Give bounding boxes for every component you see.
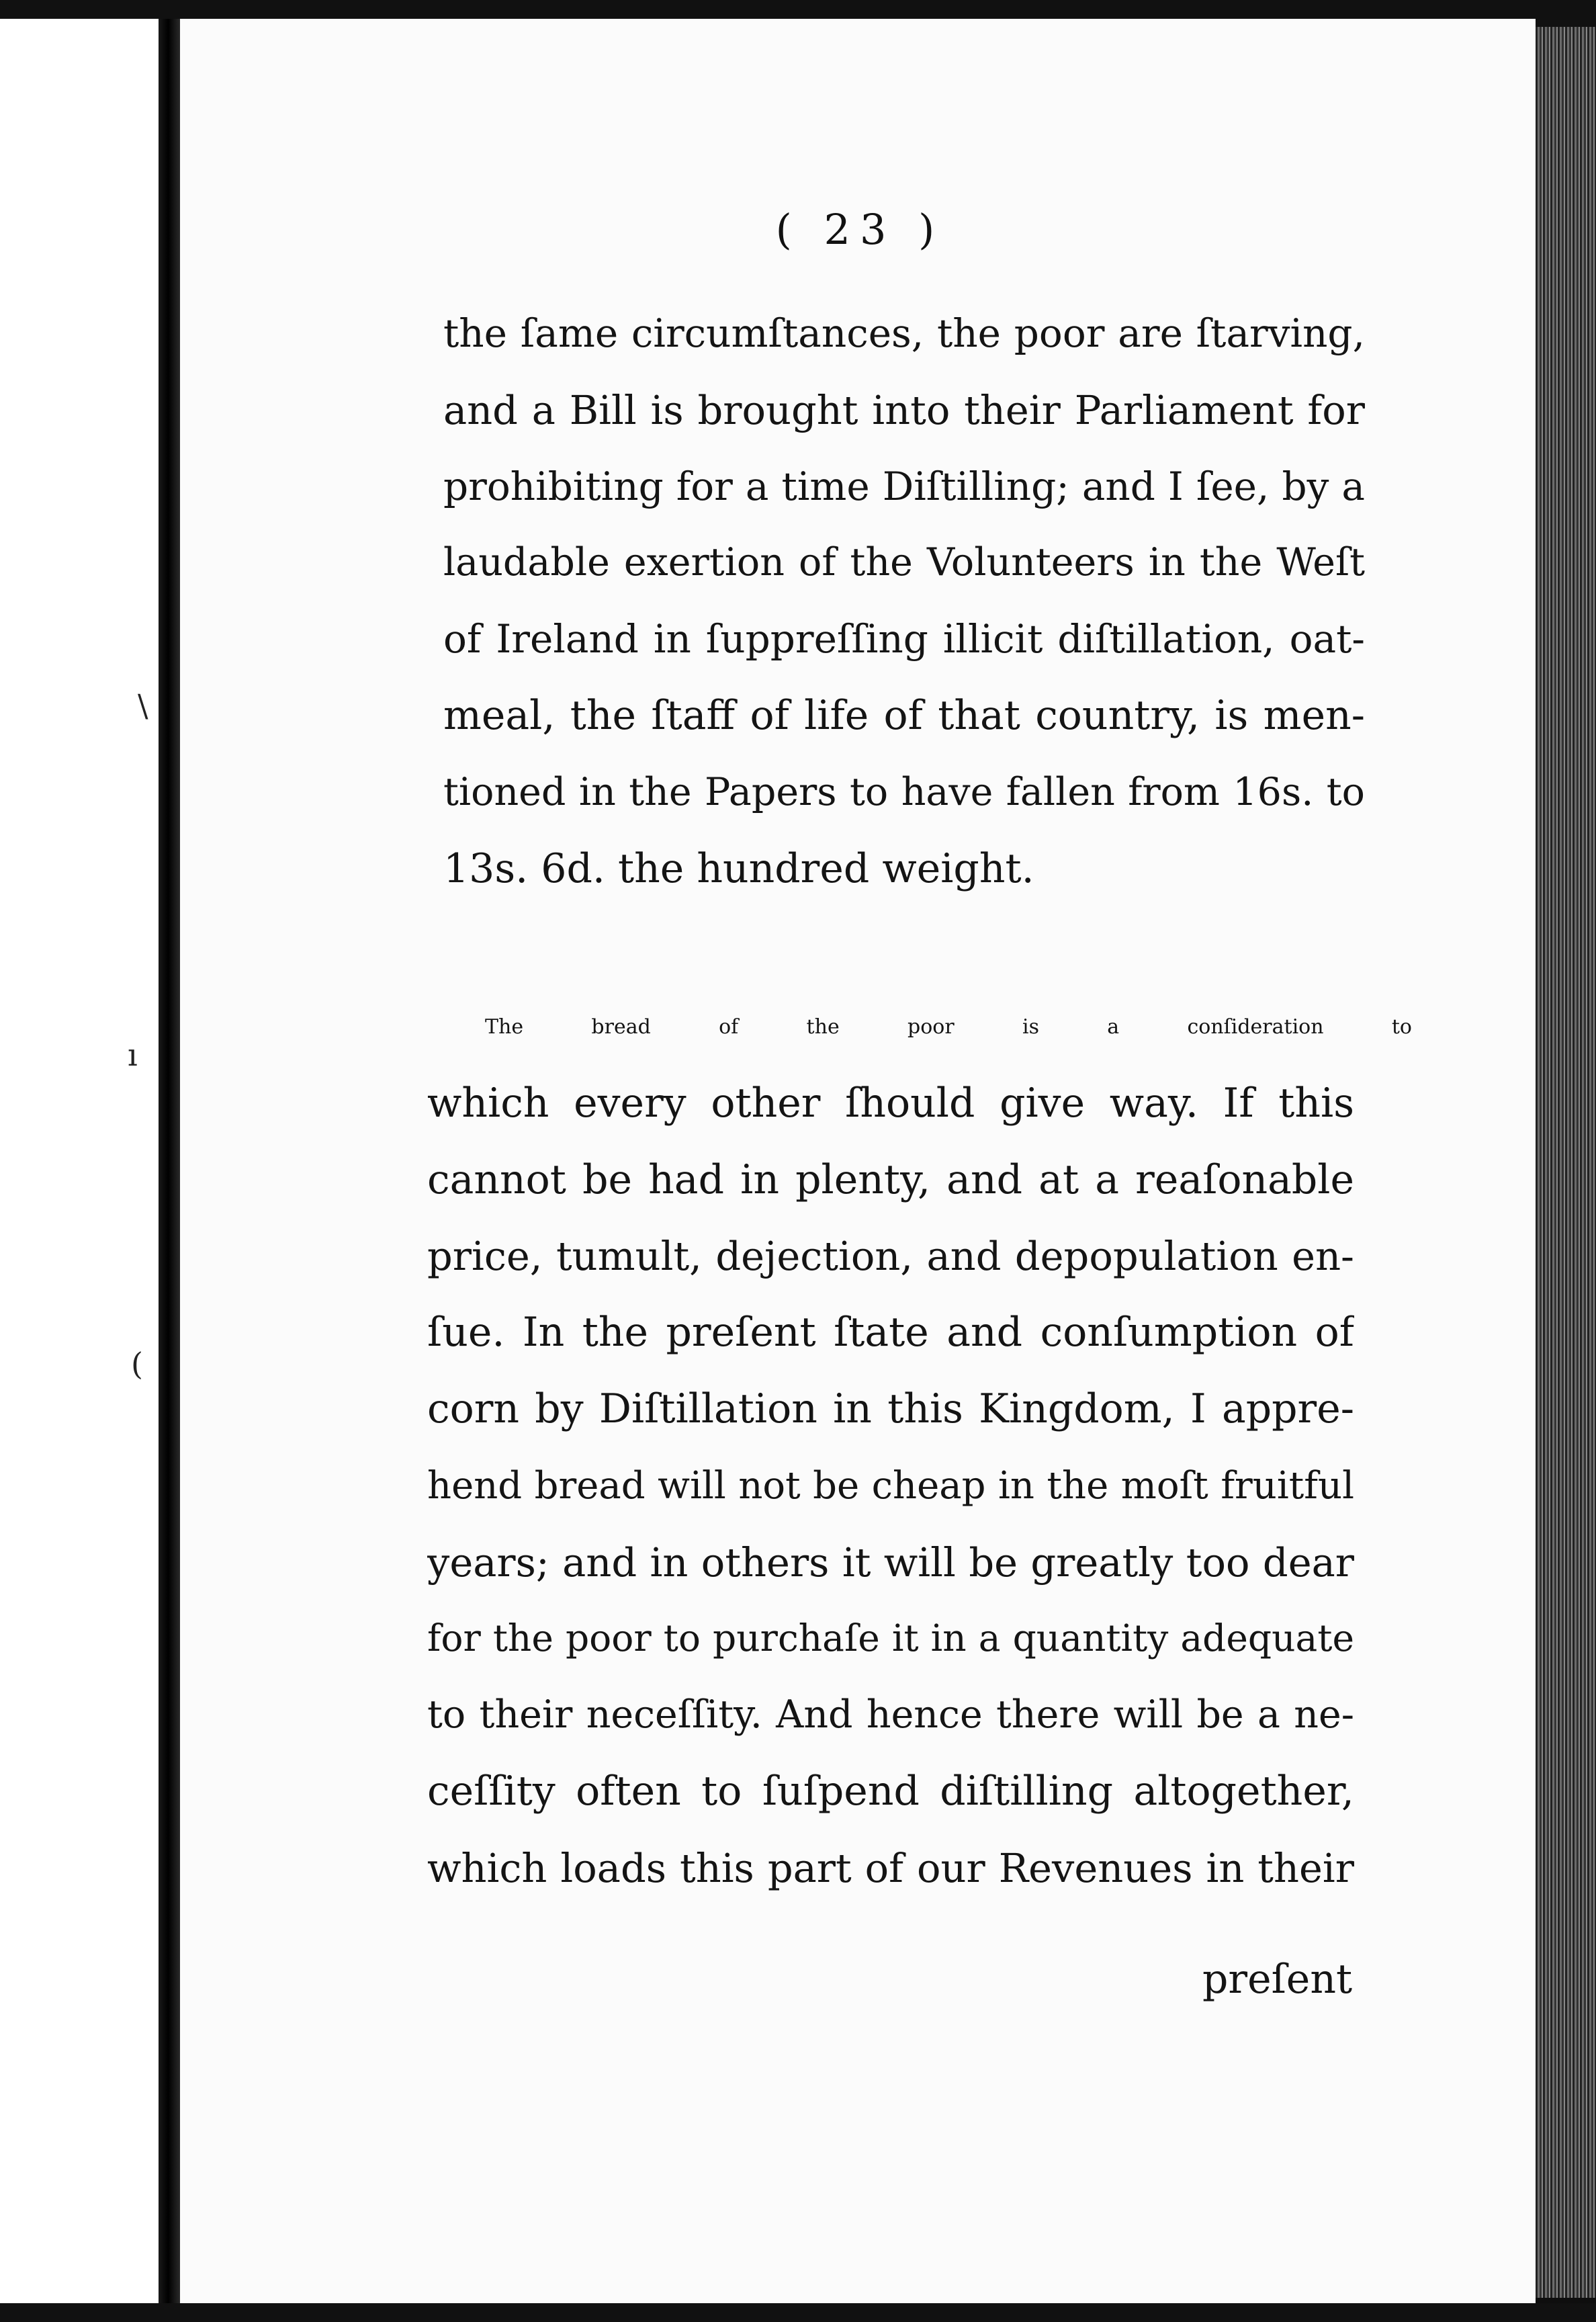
text-line: cannot be had in plenty, and at a reaſonable xyxy=(427,1156,1354,1203)
text-line: to their neceſſity. And hence there will be a ne- xyxy=(427,1692,1354,1737)
page-number: ( 23 ) xyxy=(775,205,944,254)
scan-bottom-border xyxy=(0,2303,1596,2322)
text-line: for the poor to purchaſe it in a quantity adequate xyxy=(427,1617,1354,1660)
text-line: price, tumult, dejection, and depopulation en- xyxy=(427,1233,1354,1280)
text-line: meal, the ſtaff of life of that country, is men- xyxy=(443,691,1365,739)
text-line: ſue. In the preſent ſtate and conſumption of xyxy=(427,1309,1354,1357)
text-line: ceſſity often to ſuſpend diſtilling altogether, xyxy=(427,1767,1354,1815)
page-edges xyxy=(1536,27,1596,2298)
text-line: tioned in the Papers to have fallen from 16s. to xyxy=(443,769,1365,814)
text-line: corn by Diſtillation in this Kingdom, I appre- xyxy=(427,1385,1354,1432)
text-line: laudable exertion of the Volunteers in the Weſt xyxy=(443,540,1365,585)
page-edges-cap xyxy=(1536,19,1596,27)
book-gutter xyxy=(159,19,180,2303)
text-line: prohibiting for a time Diſtilling; and I ſee, by a xyxy=(443,463,1365,509)
text-line: 13s. 6d. the hundred weight. xyxy=(443,845,1034,892)
paragraph xyxy=(443,296,1365,907)
text-line: the ſame circumſtances, the poor are ſtarving, xyxy=(443,310,1365,356)
scan-top-border xyxy=(0,0,1596,19)
text-line: of Ireland in ſuppreſſing illicit diſtillation, oat- xyxy=(443,616,1365,662)
text-line: The bread of the poor is a conſideration to xyxy=(485,1015,1412,1039)
paragraph xyxy=(427,989,1412,1907)
text-line: which loads this part of our Revenues in their xyxy=(427,1844,1354,1891)
margin-mark: ı xyxy=(128,1037,138,1073)
text-line: which every other ſhould give way. If this xyxy=(427,1079,1354,1127)
facing-page-sliver xyxy=(0,19,159,2303)
text-line: and a Bill is brought into their Parliament for xyxy=(443,386,1365,433)
text-line: years; and in others it will be greatly too dear xyxy=(427,1539,1354,1586)
catchword: preſent xyxy=(1202,1956,1353,2003)
text-line: hend bread will not be cheap in the moſt fruitful xyxy=(427,1463,1354,1508)
margin-mark: ( xyxy=(131,1346,143,1382)
margin-mark: \ xyxy=(138,687,148,724)
